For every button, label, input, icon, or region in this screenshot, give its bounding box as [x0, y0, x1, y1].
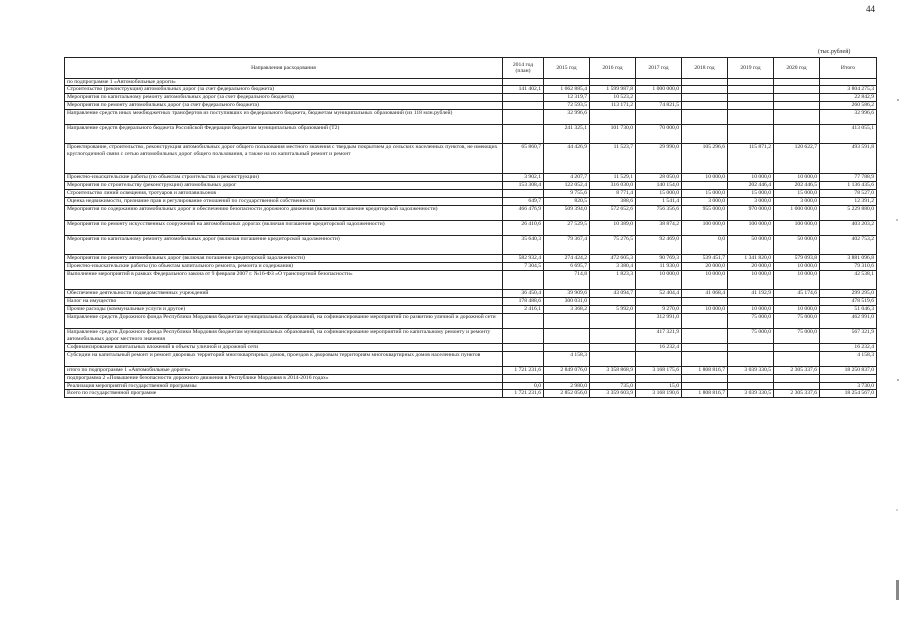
- row-name-cell: подпрограмма 2 «Повышение безопасности дорожного движения в Республике Мордовия в 2014-2016 годах»: [65, 375, 503, 382]
- value-cell: [774, 110, 820, 125]
- value-cell: 26 410,6: [503, 221, 544, 236]
- row-name-cell: Направление средств Дорожного фонда Республики Мордовия бюджетам муниципальных образований, на софинансирование мероприятий по капитальному ремонту и ремонту автомобильных дорог местного значения: [65, 329, 503, 344]
- row-name-cell: Мероприятия по капитальному ремонту автомобильных дорог (включая погашение кредиторской задолженности): [65, 236, 503, 255]
- value-cell: 15,0: [636, 382, 682, 389]
- table-row: [65, 271, 877, 290]
- value-cell: 105 296,6: [682, 144, 728, 174]
- value-cell: 1 541,4: [636, 198, 682, 206]
- value-cell: 478 519,6: [820, 298, 877, 306]
- value-cell: 202 446,4: [728, 182, 774, 190]
- row-name-cell: Реализация мероприятий государственной программы: [65, 382, 503, 389]
- value-cell: [636, 94, 682, 102]
- table-row: [65, 352, 877, 367]
- value-cell: 141 402,1: [503, 86, 544, 94]
- value-cell: [774, 382, 820, 389]
- value-cell: [503, 375, 544, 382]
- value-cell: 299 295,0: [820, 290, 877, 298]
- row-name-cell: Строительство (реконструкция) автомобильных дорог (за счет федерального бюджета): [65, 86, 503, 94]
- value-cell: [682, 182, 728, 190]
- value-cell: [503, 125, 544, 144]
- value-cell: 120 622,7: [774, 144, 820, 174]
- value-cell: 0,0: [682, 236, 728, 255]
- table-row: [65, 367, 877, 375]
- table-row: [65, 382, 877, 389]
- col-header-2019: 2019 год: [728, 58, 774, 79]
- value-cell: [728, 86, 774, 94]
- col-header-2014: 2014 год (план): [503, 58, 544, 79]
- table-row: [65, 306, 877, 314]
- table-row: [65, 94, 877, 102]
- value-cell: 20 000,0: [682, 263, 728, 271]
- value-cell: 90 769,3: [636, 255, 682, 263]
- value-cell: 3 000,0: [728, 198, 774, 206]
- row-name-cell: Проектно-изыскательские работы (по объектам капитального ремонта, ремонта и содержания): [65, 263, 503, 271]
- value-cell: 38 874,2: [636, 221, 682, 236]
- value-cell: [728, 344, 774, 352]
- row-name-cell: Направление средств иных межбюджетных трансфертов из поступивших из федерального бюджета, бюджетам муниципальных образований (из 118 млн.рублей): [65, 110, 503, 125]
- value-cell: 15 000,0: [774, 190, 820, 198]
- value-cell: 36 450,4: [503, 290, 544, 298]
- value-cell: 241 325,1: [544, 125, 590, 144]
- value-cell: 42 538,1: [820, 271, 877, 290]
- value-cell: 3 804 275,3: [820, 86, 877, 94]
- value-cell: [682, 125, 728, 144]
- value-cell: 274 424,2: [544, 255, 590, 263]
- value-cell: 1 721 231,6: [503, 367, 544, 375]
- value-cell: 417 321,9: [636, 329, 682, 344]
- value-cell: [503, 352, 544, 367]
- value-cell: 1 341 820,0: [728, 255, 774, 263]
- value-cell: 312 991,0: [636, 314, 682, 329]
- value-cell: 43 094,7: [590, 290, 636, 298]
- value-cell: [636, 79, 682, 86]
- table-row: [65, 375, 877, 382]
- value-cell: [682, 329, 728, 344]
- value-cell: [682, 352, 728, 367]
- value-cell: 1 808 816,7: [682, 367, 728, 375]
- value-cell: 10 000,0: [682, 271, 728, 290]
- value-cell: [774, 344, 820, 352]
- value-cell: 22 842,9: [820, 94, 877, 102]
- value-cell: 10 000,0: [636, 271, 682, 290]
- table-row: [65, 198, 877, 206]
- value-cell: 10 523,2: [590, 94, 636, 102]
- value-cell: 579 093,8: [774, 255, 820, 263]
- row-name-cell: Проектно-изыскательские работы (по объектам строительства и реконструкции): [65, 174, 503, 182]
- table-row: [65, 110, 877, 125]
- value-cell: 18 254 567,0: [820, 389, 877, 397]
- value-cell: 388,6: [590, 198, 636, 206]
- value-cell: 100 000,0: [682, 221, 728, 236]
- value-cell: 75 000,0: [728, 314, 774, 329]
- value-cell: 10 000,0: [682, 174, 728, 182]
- row-name-cell: Всего по государственной программе: [65, 389, 503, 397]
- value-cell: [728, 102, 774, 110]
- value-cell: 78 527,0: [820, 190, 877, 198]
- value-cell: 10 000,0: [774, 263, 820, 271]
- table-row: [65, 298, 877, 306]
- value-cell: 28 050,0: [636, 174, 682, 182]
- table-row: [65, 206, 877, 221]
- value-cell: 466 476,9: [503, 206, 544, 221]
- value-cell: 72 593,5: [544, 102, 590, 110]
- value-cell: [728, 352, 774, 367]
- row-name-cell: Прочие расходы (коммунальные услуги и другое): [65, 306, 503, 314]
- value-cell: 9 755,6: [544, 190, 590, 198]
- table-header-row: [65, 58, 877, 79]
- value-cell: 70 000,0: [636, 125, 682, 144]
- value-cell: [636, 375, 682, 382]
- scan-artifact-dots: [895, 80, 901, 620]
- value-cell: 5 229 880,0: [820, 206, 877, 221]
- value-cell: 202 446,5: [774, 182, 820, 190]
- value-cell: 756 356,6: [636, 206, 682, 221]
- col-header-name: Направления расходования: [65, 58, 503, 79]
- value-cell: [682, 86, 728, 94]
- table-row: [65, 290, 877, 298]
- row-name-cell: Оценка недвижимости, признание прав и регулирование отношений по государственной собственности: [65, 198, 503, 206]
- row-name-cell: Мероприятия по ремонту искусственных сооружений на автомобильных дорогах (включая погашение кредиторской задолженности): [65, 221, 503, 236]
- value-cell: 10 000,0: [682, 306, 728, 314]
- value-cell: 10 000,0: [774, 306, 820, 314]
- value-cell: 472 605,3: [590, 255, 636, 263]
- value-cell: 2 980,0: [544, 382, 590, 389]
- value-cell: 41 192,9: [728, 290, 774, 298]
- table-row: [65, 174, 877, 182]
- value-cell: 572 652,6: [590, 206, 636, 221]
- value-cell: 140 154,0: [636, 182, 682, 190]
- value-cell: 735,0: [590, 382, 636, 389]
- value-cell: [728, 382, 774, 389]
- value-cell: [682, 102, 728, 110]
- value-cell: 45 174,6: [774, 290, 820, 298]
- value-cell: 12 319,7: [544, 94, 590, 102]
- value-cell: [774, 86, 820, 94]
- value-cell: 3 168 175,6: [636, 367, 682, 375]
- value-cell: [544, 375, 590, 382]
- value-cell: [503, 344, 544, 352]
- row-name-cell: Субсидии на капитальный ремонт и ремонт дворовых территорий многоквартирных домов, проездов к дворовым территориям многоквартирных домов населенных пунктов: [65, 352, 503, 367]
- value-cell: [503, 94, 544, 102]
- row-name-cell: Мероприятия по капитальному ремонту автомобильных дорог (за счет федерального бюджета): [65, 94, 503, 102]
- value-cell: 41 068,4: [682, 290, 728, 298]
- value-cell: 4 158,3: [544, 352, 590, 367]
- value-cell: [682, 375, 728, 382]
- col-header-total: Итого: [820, 58, 877, 79]
- value-cell: [544, 329, 590, 344]
- value-cell: 2 416,1: [503, 306, 544, 314]
- value-cell: 1 136 435,6: [820, 182, 877, 190]
- value-cell: 413 055,1: [820, 125, 877, 144]
- table-row: [65, 255, 877, 263]
- value-cell: 9 270,0: [636, 306, 682, 314]
- value-cell: 74 821,5: [636, 102, 682, 110]
- page-number: 44: [866, 4, 875, 14]
- value-cell: 2 852 056,0: [544, 389, 590, 397]
- value-cell: 16 232,4: [636, 344, 682, 352]
- value-cell: 955 000,0: [682, 206, 728, 221]
- value-cell: 316 030,0: [590, 182, 636, 190]
- value-cell: [774, 125, 820, 144]
- value-cell: 15 000,0: [636, 190, 682, 198]
- value-cell: [590, 352, 636, 367]
- value-cell: 6 695,7: [544, 263, 590, 271]
- value-cell: [682, 298, 728, 306]
- value-cell: 4 207,7: [544, 174, 590, 182]
- value-cell: 44 426,9: [544, 144, 590, 174]
- value-cell: [774, 375, 820, 382]
- value-cell: 10 000,0: [728, 174, 774, 182]
- value-cell: [774, 298, 820, 306]
- value-cell: 101 730,0: [590, 125, 636, 144]
- value-cell: 3 039 330,5: [728, 367, 774, 375]
- value-cell: [590, 298, 636, 306]
- value-cell: [590, 344, 636, 352]
- row-name-cell: Выполнение мероприятий в рамках Федерального закона от 9 февраля 2007 г. №16-ФЗ «О транспортной безопасности»: [65, 271, 503, 290]
- col-header-2016: 2016 год: [590, 58, 636, 79]
- value-cell: [544, 79, 590, 86]
- value-cell: 1 062 885,4: [544, 86, 590, 94]
- value-cell: [503, 102, 544, 110]
- value-cell: 3 039 330,5: [728, 389, 774, 397]
- value-cell: [636, 110, 682, 125]
- value-cell: 5 992,0: [590, 306, 636, 314]
- value-cell: 970 000,0: [728, 206, 774, 221]
- value-cell: 75 000,0: [728, 329, 774, 344]
- value-cell: 75 000,0: [774, 314, 820, 329]
- value-cell: 52 404,4: [636, 290, 682, 298]
- value-cell: 1 599 987,8: [590, 86, 636, 94]
- value-cell: 260 586,2: [820, 102, 877, 110]
- value-cell: 11 930,0: [636, 263, 682, 271]
- col-header-2017: 2017 год: [636, 58, 682, 79]
- value-cell: [682, 314, 728, 329]
- value-cell: [728, 375, 774, 382]
- value-cell: [590, 110, 636, 125]
- value-cell: 3 368,2: [544, 306, 590, 314]
- row-name-cell: Мероприятия по строительству (реконструкции) автомобильных дорог: [65, 182, 503, 190]
- value-cell: 75 000,0: [774, 329, 820, 344]
- value-cell: 567 321,9: [820, 329, 877, 344]
- value-cell: 10 000,0: [774, 271, 820, 290]
- table-row: [65, 79, 877, 86]
- value-cell: [728, 110, 774, 125]
- value-cell: [590, 375, 636, 382]
- table-row: [65, 102, 877, 110]
- row-name-cell: Мероприятия по содержанию автомобильных дорог и обеспечению безопасности дорожного движения (включая погашение кредиторской задолженности): [65, 206, 503, 221]
- value-cell: 29 990,0: [636, 144, 682, 174]
- value-cell: 3 358 868,9: [590, 367, 636, 375]
- value-cell: 113 171,2: [590, 102, 636, 110]
- value-cell: 15 000,0: [682, 190, 728, 198]
- value-cell: 493 591,8: [820, 144, 877, 174]
- value-cell: 3 359 603,9: [590, 389, 636, 397]
- value-cell: 11 529,1: [590, 174, 636, 182]
- value-cell: [774, 94, 820, 102]
- value-cell: 153 308,4: [503, 182, 544, 190]
- table-row: [65, 314, 877, 329]
- value-cell: [728, 125, 774, 144]
- value-cell: 10 389,0: [590, 221, 636, 236]
- value-cell: 582 932,4: [503, 255, 544, 263]
- table-row: [65, 125, 877, 144]
- value-cell: [503, 329, 544, 344]
- value-cell: 3 168 190,6: [636, 389, 682, 397]
- value-cell: 10 000,0: [728, 271, 774, 290]
- table-row: [65, 86, 877, 94]
- value-cell: 539 451,7: [682, 255, 728, 263]
- value-cell: 12 391,2: [820, 198, 877, 206]
- value-cell: 100 000,0: [728, 221, 774, 236]
- value-cell: 35 640,3: [503, 236, 544, 255]
- value-cell: 1 808 816,7: [682, 389, 728, 397]
- value-cell: 50 000,0: [728, 236, 774, 255]
- value-cell: 27 529,5: [544, 221, 590, 236]
- value-cell: 122 052,4: [544, 182, 590, 190]
- value-cell: [636, 352, 682, 367]
- value-cell: 10 000,0: [774, 174, 820, 182]
- row-name-cell: итого по подпрограмме 1 «Автомобильные дороги»: [65, 367, 503, 375]
- value-cell: [728, 94, 774, 102]
- row-name-cell: Обеспечение деятельности подведомственных учреждений: [65, 290, 503, 298]
- value-cell: [544, 344, 590, 352]
- value-cell: 1 721 231,6: [503, 389, 544, 397]
- row-name-cell: Софинансирование капитальных вложений в объекты уличной и дорожной сети: [65, 344, 503, 352]
- value-cell: [503, 271, 544, 290]
- value-cell: 92 469,0: [636, 236, 682, 255]
- value-cell: 2 849 076,0: [544, 367, 590, 375]
- value-cell: 3 000,0: [774, 198, 820, 206]
- value-cell: 10 000,0: [728, 306, 774, 314]
- value-cell: [774, 79, 820, 86]
- value-cell: 79 367,4: [544, 236, 590, 255]
- value-cell: 39 909,6: [544, 290, 590, 298]
- value-cell: 462 991,0: [820, 314, 877, 329]
- value-cell: [774, 102, 820, 110]
- row-name-cell: по подпрограмме 1 «Автомобильные дороги»: [65, 79, 503, 86]
- value-cell: 3 881 096,8: [820, 255, 877, 263]
- value-cell: [503, 110, 544, 125]
- table-row: [65, 144, 877, 174]
- value-cell: 32 996,6: [820, 110, 877, 125]
- value-cell: 1 000 000,0: [774, 206, 820, 221]
- value-cell: 714,8: [544, 271, 590, 290]
- value-cell: [590, 314, 636, 329]
- col-header-2015: 2015 год: [544, 58, 590, 79]
- value-cell: [682, 344, 728, 352]
- row-name-cell: Строительство линий освещения, тротуаров и автопавильонов: [65, 190, 503, 198]
- value-cell: [682, 110, 728, 125]
- value-cell: 11 523,7: [590, 144, 636, 174]
- value-cell: 178 488,6: [503, 298, 544, 306]
- value-cell: 7 304,5: [503, 263, 544, 271]
- value-cell: 65 860,7: [503, 144, 544, 174]
- col-header-2020: 2020 год: [774, 58, 820, 79]
- value-cell: 75 276,5: [590, 236, 636, 255]
- value-cell: 32 996,6: [544, 110, 590, 125]
- value-cell: 2 305 337,6: [774, 367, 820, 375]
- value-cell: [590, 329, 636, 344]
- table-row: [65, 182, 877, 190]
- budget-table: [64, 57, 877, 398]
- value-cell: 403 203,2: [820, 221, 877, 236]
- value-cell: [682, 79, 728, 86]
- row-name-cell: Налог на имущество: [65, 298, 503, 306]
- value-cell: 649,7: [503, 198, 544, 206]
- table-row: [65, 190, 877, 198]
- value-cell: [820, 79, 877, 86]
- value-cell: 509 394,0: [544, 206, 590, 221]
- value-cell: 402 753,2: [820, 236, 877, 255]
- value-cell: [728, 79, 774, 86]
- table-row: [65, 221, 877, 236]
- value-cell: 0,0: [503, 382, 544, 389]
- value-cell: [590, 79, 636, 86]
- value-cell: 3 380,4: [590, 263, 636, 271]
- row-name-cell: Мероприятия по ремонту автомобильных дорог (включая погашение кредиторской задолженности): [65, 255, 503, 263]
- value-cell: 15 000,0: [728, 190, 774, 198]
- value-cell: 51 046,3: [820, 306, 877, 314]
- value-cell: [682, 382, 728, 389]
- value-cell: [503, 190, 544, 198]
- value-cell: 3 000,0: [682, 198, 728, 206]
- units-label: (тыс.рублей): [818, 49, 851, 55]
- table-row: [65, 236, 877, 255]
- value-cell: 1 000 000,0: [636, 86, 682, 94]
- row-name-cell: Направление средств федерального бюджета Российской Федерации бюджетам муниципальных образований (Т2): [65, 125, 503, 144]
- value-cell: [636, 298, 682, 306]
- value-cell: [503, 79, 544, 86]
- table-row: [65, 389, 877, 397]
- value-cell: 115 871,2: [728, 144, 774, 174]
- value-cell: [544, 314, 590, 329]
- col-header-2018: 2018 год: [682, 58, 728, 79]
- value-cell: 3 730,0: [820, 382, 877, 389]
- value-cell: 100 000,0: [774, 221, 820, 236]
- table-row: [65, 329, 877, 344]
- value-cell: [774, 352, 820, 367]
- value-cell: 820,5: [544, 198, 590, 206]
- value-cell: 1 823,3: [590, 271, 636, 290]
- value-cell: [728, 298, 774, 306]
- value-cell: 79 310,6: [820, 263, 877, 271]
- value-cell: [820, 375, 877, 382]
- row-name-cell: Направление средств Дорожного фонда Республики Мордовия бюджетам муниципальных образований, на софинансирование мероприятий по развитию уличной и дорожной сети: [65, 314, 503, 329]
- value-cell: 4 158,3: [820, 352, 877, 367]
- value-cell: 18 250 837,0: [820, 367, 877, 375]
- value-cell: 77 788,9: [820, 174, 877, 182]
- value-cell: 20 000,0: [728, 263, 774, 271]
- value-cell: 300 031,0: [544, 298, 590, 306]
- table-row: [65, 344, 877, 352]
- value-cell: 8 771,4: [590, 190, 636, 198]
- value-cell: [682, 94, 728, 102]
- table-row: [65, 263, 877, 271]
- value-cell: 2 305 337,6: [774, 389, 820, 397]
- row-name-cell: Мероприятия по ремонту автомобильных дорог (за счет федерального бюджета): [65, 102, 503, 110]
- row-name-cell: Проектирование, строительство, реконструкция автомобильных дорог общего пользования местного значения с твердым покрытием до сельских населенных пунктов, не имеющих круглогодичной связи с сетью автомобильных дорог общего пользования, а также на их капитальный ремонт и ремонт: [65, 144, 503, 174]
- value-cell: 50 000,0: [774, 236, 820, 255]
- value-cell: 16 232,4: [820, 344, 877, 352]
- value-cell: 3 902,1: [503, 174, 544, 182]
- value-cell: [503, 314, 544, 329]
